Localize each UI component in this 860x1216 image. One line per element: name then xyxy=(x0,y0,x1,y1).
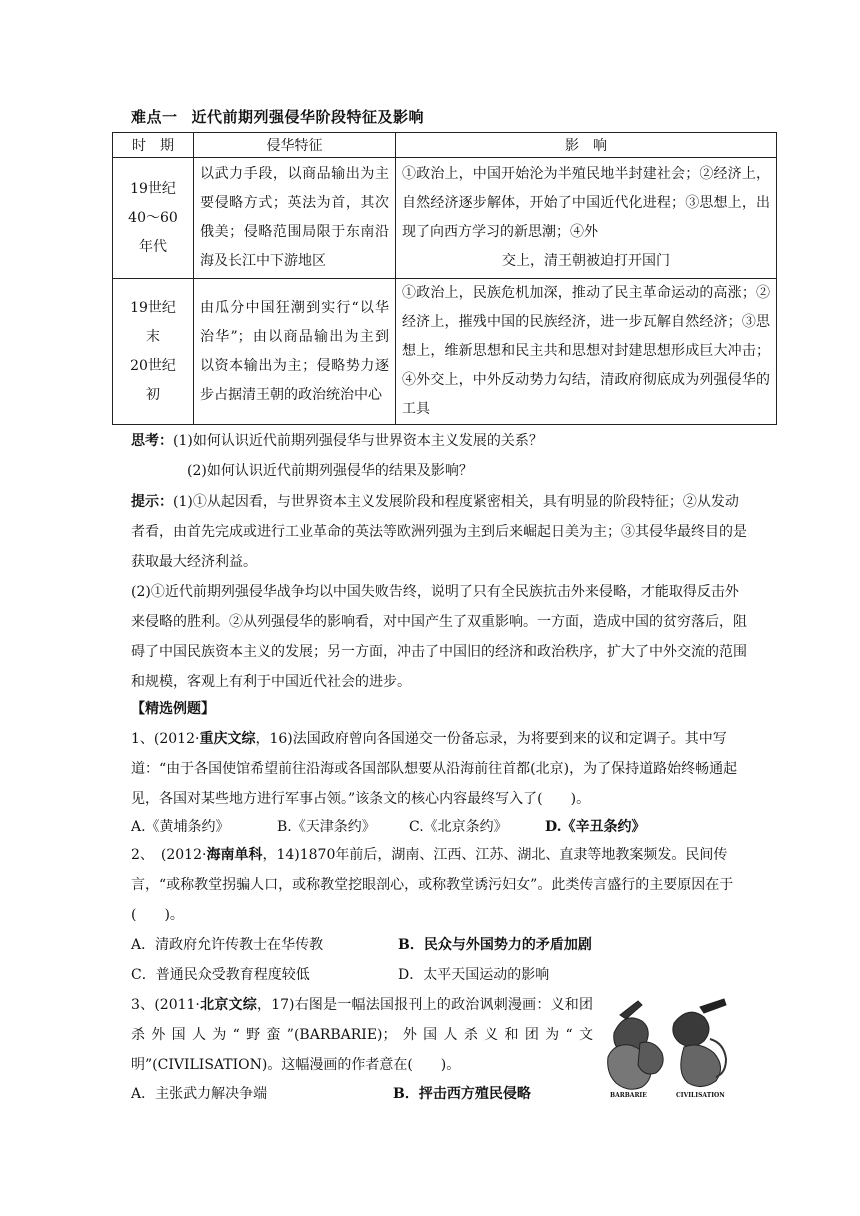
period-line: 年代 xyxy=(139,238,167,255)
q2-option-b: B．民众与外国势力的矛盾加剧 xyxy=(398,937,592,953)
hint-p1 xyxy=(131,487,751,577)
effect-text: ①政治上，中国开始沦为半殖民地半封建社会；②经济上，自然经济逐步解体，开始了中国近代化进程；③思想上，出现了向西方学习的新思潮；④外 xyxy=(402,166,770,240)
period-line: 19世纪 xyxy=(130,180,176,197)
header-effect: 影 响 xyxy=(396,133,777,158)
think-q1-text: (1)如何认识近代前期列强侵华与世界资本主义发展的关系？ xyxy=(173,433,543,449)
header-period: 时 期 xyxy=(113,133,194,158)
q2-options-row1 xyxy=(131,934,592,954)
effect-cell xyxy=(396,158,777,279)
cartoon-label-civilisation: CIVILISATION xyxy=(676,1092,725,1099)
period-line: 初 xyxy=(146,386,160,403)
hint-label: 提示： xyxy=(131,494,173,510)
table-header-row xyxy=(113,133,777,158)
q3-source: 北京文综 xyxy=(199,997,257,1013)
q2-source: 海南单科 xyxy=(206,847,263,863)
question-3 xyxy=(131,990,593,1080)
period-line: 19世纪 xyxy=(130,299,176,316)
section-label: 难点一 xyxy=(131,108,178,126)
q2-option-c: C．普通民众受教育程度较低 xyxy=(131,967,310,983)
q3-num: 3、(2011· xyxy=(131,997,200,1013)
q1-options xyxy=(131,816,646,836)
q1-option-a: A.《黄埔条约》 xyxy=(131,819,230,835)
period-cell xyxy=(113,279,194,425)
think-q2: (2)如何认识近代前期列强侵华的结果及影响？ xyxy=(187,463,473,479)
period-line: 末 xyxy=(146,328,160,345)
q3-option-b: B．抨击西方殖民侵略 xyxy=(393,1086,531,1102)
hint-p2: (2)①近代前期列强侵华战争均以中国失败告终，说明了只有全民族抗击外来侵略，才能取得反击外来侵略的胜利。②从列强侵华的影响看，对中国产生了双重影响。一方面，造成中国的贫穷落后，阻碍了中国民族资本主义的发展；另一方面，冲击了中国旧的经济和政治秩序，扩大了中外交流的范围和规模，客观上有利于中国近代社会的进步。 xyxy=(131,584,747,690)
effect-text-last: 交上，清王朝被迫打开国门 xyxy=(502,253,670,269)
question-2 xyxy=(131,840,751,930)
q1-source: 重庆文综 xyxy=(199,731,256,747)
q2-num: 2、 (2012· xyxy=(131,847,207,863)
q1-num: 1、(2012· xyxy=(131,731,200,747)
header-feature: 侵华特征 xyxy=(194,133,396,158)
period-line: 20世纪 xyxy=(130,357,176,374)
period-line: 40～60 xyxy=(128,209,178,226)
q1-text: ，16)法国政府曾向各国递交一份备忘录，为将要到来的议和定调子。其中写道：“由于各国使馆希望前往沿海或各国部队想要从沿海前往首都(北京)，为了保持道路始终畅通起见，各国对某些地方进行军事占领。”该条文的核心内容最终写入了( )。 xyxy=(131,731,738,807)
comparison-table xyxy=(112,132,777,425)
effect-cell xyxy=(396,279,777,425)
examples-title: 【精选例题】 xyxy=(131,701,215,717)
q1-option-c: C.《北京条约》 xyxy=(409,819,508,835)
section-heading xyxy=(131,106,424,127)
table-row xyxy=(113,158,777,279)
q2-options-row2 xyxy=(131,964,549,984)
q3-option-a: A．主张武力解决争端 xyxy=(131,1086,268,1102)
q1-option-d: D.《辛丑条约》 xyxy=(545,819,646,835)
think-q1 xyxy=(131,426,751,456)
feature-cell: 由瓜分中国狂潮到实行“以华治华”；由以商品输出为主到以资本输出为主；侵略势力逐步占据清王朝的政治统治中心 xyxy=(194,279,396,425)
think-label: 思考： xyxy=(131,433,173,449)
hint-p1-text: (1)①从起因看，与世界资本主义发展阶段和程度紧密相关，具有明显的阶段特征；②从发动者看，由首先完成或进行工业革命的英法等欧洲列强为主到后来崛起日美为主；③其侵华最终目的是获取最大经济利益。 xyxy=(131,494,747,570)
section-title: 近代前期列强侵华阶段特征及影响 xyxy=(191,108,425,126)
effect-text: ①政治上，民族危机加深，推动了民主革命运动的高涨；②经济上，摧残中国的民族经济，进一步瓦解自然经济；③思想上，维新思想和民主共和思想对封建思想形成巨大冲击；④外交上，中外反动势力勾结，清政府彻底成为列强侵华的工具 xyxy=(402,285,770,417)
period-cell xyxy=(113,158,194,279)
q3-text: ，17)右图是一幅法国报刊上的政治讽刺漫画：义和团杀外国人为“野蛮”(BARBARIE)；外国人杀义和团为“文明”(CIVILISATION)。这幅漫画的作者意在( )。 xyxy=(131,997,594,1073)
table-row xyxy=(113,279,777,425)
q2-text: ，14)1870年前后，湖南、江西、江苏、湖北、直隶等地教案频发。民间传言，“或称教堂拐骗人口，或称教堂挖眼剖心，或称教堂诱污妇女”。此类传言盛行的主要原因在于( )。 xyxy=(131,847,734,923)
question-1 xyxy=(131,724,751,814)
q2-option-a: A．清政府允许传教士在华传教 xyxy=(131,937,324,953)
q3-options xyxy=(131,1083,531,1103)
feature-cell: 以武力手段，以商品输出为主要侵略方式；英法为首，其次俄美；侵略范围局限于东南沿海及长江中下游地区 xyxy=(194,158,396,279)
q1-option-b: B.《天津条约》 xyxy=(277,819,376,835)
q2-option-d: D．太平天国运动的影响 xyxy=(398,967,550,983)
cartoon-label-barbarie: BARBARIE xyxy=(610,1092,647,1099)
satirical-cartoon-image xyxy=(600,993,736,1105)
